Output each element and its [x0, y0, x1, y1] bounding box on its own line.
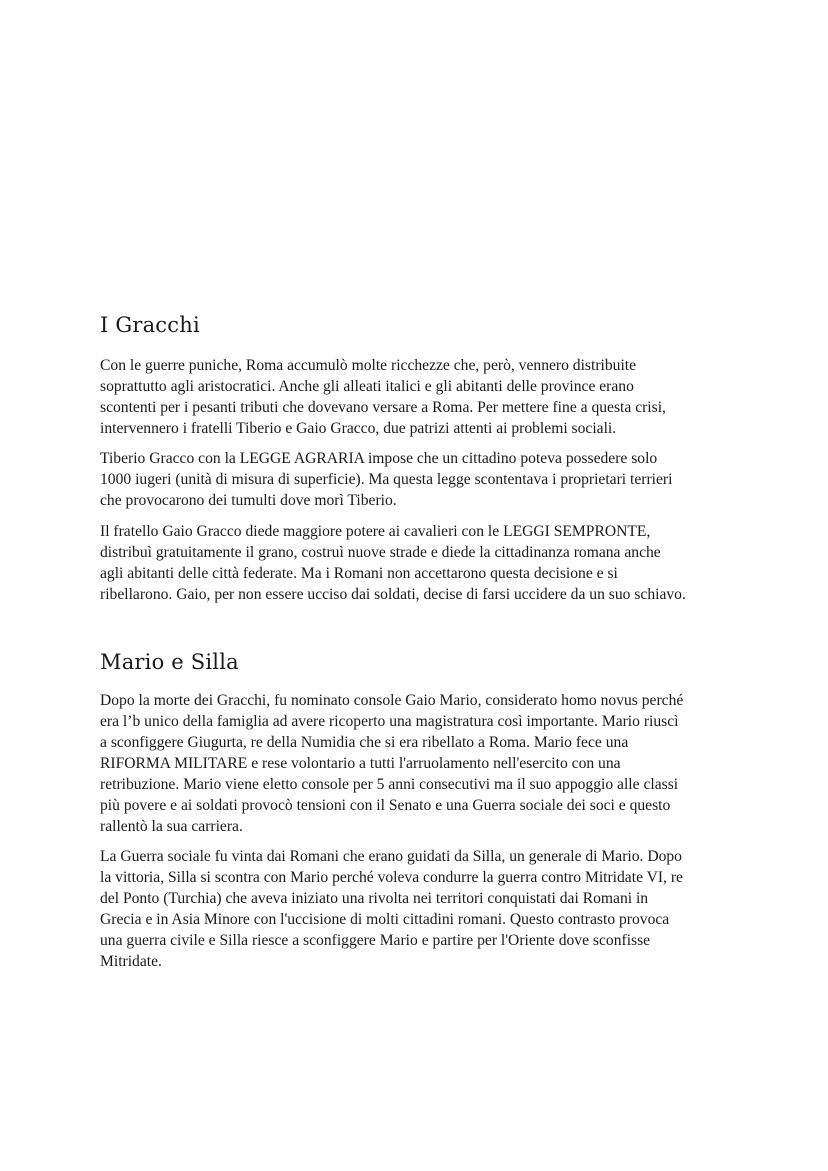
text-line: rallentò la sua carriera.	[100, 818, 243, 835]
text-line: 1000 iugeri (unità di misura di superficie). Ma questa legge scontentava i proprietari terrieri	[100, 471, 673, 488]
text-line: Tiberio Gracco con la LEGGE AGRARIA impose che un cittadino poteva possedere solo	[100, 450, 658, 467]
text-line: RIFORMA MILITARE e rese volontario a tutti l'arruolamento nell'esercito con una	[100, 755, 621, 772]
text-line: scontenti per i pesanti tributi che dovevano versare a Roma. Per mettere fine a questa crisi,	[100, 399, 666, 416]
text-line: una guerra civile e Silla riesce a sconfiggere Mario e partire per l'Oriente dove sconfisse	[100, 932, 651, 949]
paragraph-gracchi-intro	[100, 355, 666, 439]
paragraph-tiberio	[100, 448, 672, 511]
text-line: soprattutto agli aristocratici. Anche gli alleati italici e gli abitanti delle province erano	[100, 378, 634, 395]
text-line: retribuzione. Mario viene eletto console per 5 anni consecutivi ma il suo appoggio alle classi	[100, 776, 679, 793]
text-line: Grecia e in Asia Minore con l'uccisione di molti cittadini romani. Questo contrasto provoca	[100, 911, 670, 928]
text-line: più povere e ai soldati provocò tensioni con il Senato e una Guerra sociale dei soci e questo	[100, 797, 671, 814]
text-line: la vittoria, Silla si scontra con Mario perché voleva condurre la guerra contro Mitridate VI, re	[100, 869, 683, 886]
section-title-mario-silla: Mario e Silla	[100, 650, 239, 674]
text-line: La Guerra sociale fu vinta dai Romani che erano guidati da Silla, un generale di Mario. Dopo	[100, 848, 682, 865]
text-line: ribellarono. Gaio, per non essere ucciso dai soldati, decise di farsi uccidere da un suo schiavo.	[100, 586, 686, 603]
paragraph-silla	[100, 846, 683, 972]
text-line: Mitridate.	[100, 953, 162, 970]
paragraph-mario	[100, 690, 683, 837]
text-line: era l’b unico della famiglia ad avere ricoperto una magistratura così importante. Mario riuscì	[100, 713, 679, 730]
text-line: intervennero i fratelli Tiberio e Gaio Gracco, due patrizi attenti ai problemi sociali.	[100, 420, 617, 437]
text-line: che provocarono dei tumulti dove morì Tiberio.	[100, 492, 397, 509]
text-line: distribuì gratuitamente il grano, costruì nuove strade e diede la cittadinanza romana anche	[100, 544, 661, 561]
text-line: Dopo la morte dei Gracchi, fu nominato console Gaio Mario, considerato homo novus perché	[100, 692, 684, 709]
text-line: a sconfiggere Giugurta, re della Numidia che si era ribellato a Roma. Mario fece una	[100, 734, 629, 751]
section-title-gracchi: I Gracchi	[100, 313, 200, 337]
paragraph-gaio	[100, 521, 686, 605]
text-line: Il fratello Gaio Gracco diede maggiore potere ai cavalieri con le LEGGI SEMPRONTE,	[100, 523, 651, 540]
text-line: Con le guerre puniche, Roma accumulò molte ricchezze che, però, vennero distribuite	[100, 357, 637, 374]
text-line: del Ponto (Turchia) che aveva iniziato una rivolta nei territori conquistati dai Romani in	[100, 890, 649, 907]
text-line: agli abitanti delle città federate. Ma i Romani non accettarono questa decisione e si	[100, 565, 618, 582]
